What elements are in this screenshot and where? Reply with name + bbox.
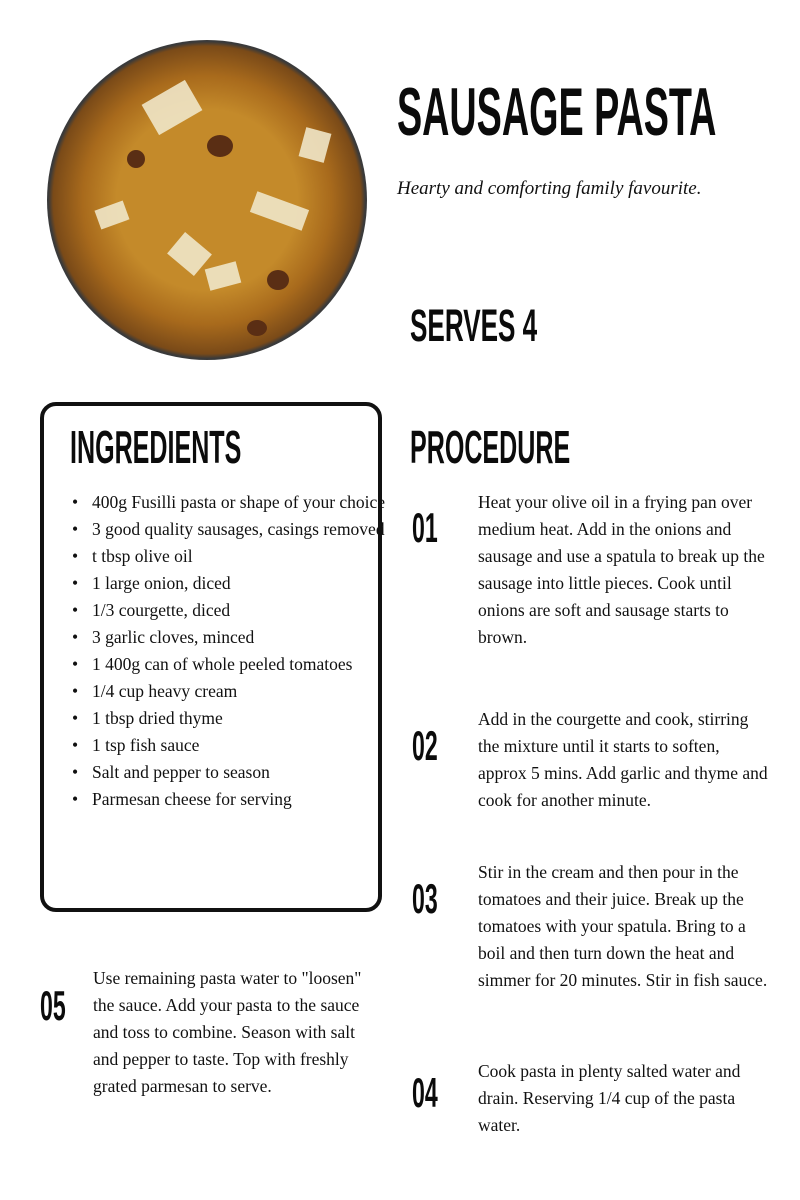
step-number: 01 [412, 504, 438, 551]
ingredient-item: • 1/3 courgette, diced [92, 597, 392, 624]
step-text: Stir in the cream and then pour in the tomatoes and their juice. Break up the tomatoes with your spatula. Bring to a boil and then turn down the heat and simmer for 20 minutes. Stir in fish sauce. [478, 862, 768, 990]
ingredient-item: • t tbsp olive oil [92, 543, 392, 570]
ingredient-item: • 3 garlic cloves, minced [92, 624, 392, 651]
step-text: Heat your olive oil in a frying pan over medium heat. Add in the onions and sausage and use a spatula to break up the sausage into little pieces. Cook until onions are soft and sausage starts to brown. [478, 492, 765, 647]
serves-label: SERVES 4 [410, 300, 538, 351]
ingredient-item: • 3 good quality sausages, casings removed [92, 516, 392, 543]
recipe-title: SAUSAGE PASTA [397, 74, 717, 150]
ingredient-item: • Parmesan cheese for serving [92, 786, 392, 813]
ingredient-item: • 1 tsp fish sauce [92, 732, 392, 759]
step-number: 04 [412, 1069, 438, 1116]
ingredient-item: • 1 400g can of whole peeled tomatoes [92, 651, 392, 678]
step-number: 05 [40, 982, 66, 1029]
ingredient-item: • 1 tbsp dried thyme [92, 705, 392, 732]
ingredients-heading: INGREDIENTS [70, 421, 242, 473]
ingredient-item: • 1 large onion, diced [92, 570, 392, 597]
ingredient-item: • 400g Fusilli pasta or shape of your choice [92, 489, 392, 516]
step-number: 02 [412, 722, 438, 769]
step-text: Add in the courgette and cook, stirring the mixture until it starts to soften, approx 5 mins. Add garlic and thyme and cook for another minute. [478, 709, 768, 810]
step-text: Cook pasta in plenty salted water and drain. Reserving 1/4 cup of the pasta water. [478, 1061, 741, 1135]
step-number: 03 [412, 875, 438, 922]
ingredient-item: • 1/4 cup heavy cream [92, 678, 392, 705]
recipe-subtitle: Hearty and comforting family favourite. [397, 178, 702, 199]
procedure-heading: PROCEDURE [410, 421, 571, 473]
ingredients-list [70, 489, 392, 813]
ingredient-item: • Salt and pepper to season [92, 759, 392, 786]
step-text: Use remaining pasta water to "loosen" the sauce. Add your pasta to the sauce and toss to combine. Season with salt and pepper to taste. Top with freshly grated parmesan to serve. [93, 968, 362, 1096]
pasta-bowl-photo [47, 40, 367, 360]
